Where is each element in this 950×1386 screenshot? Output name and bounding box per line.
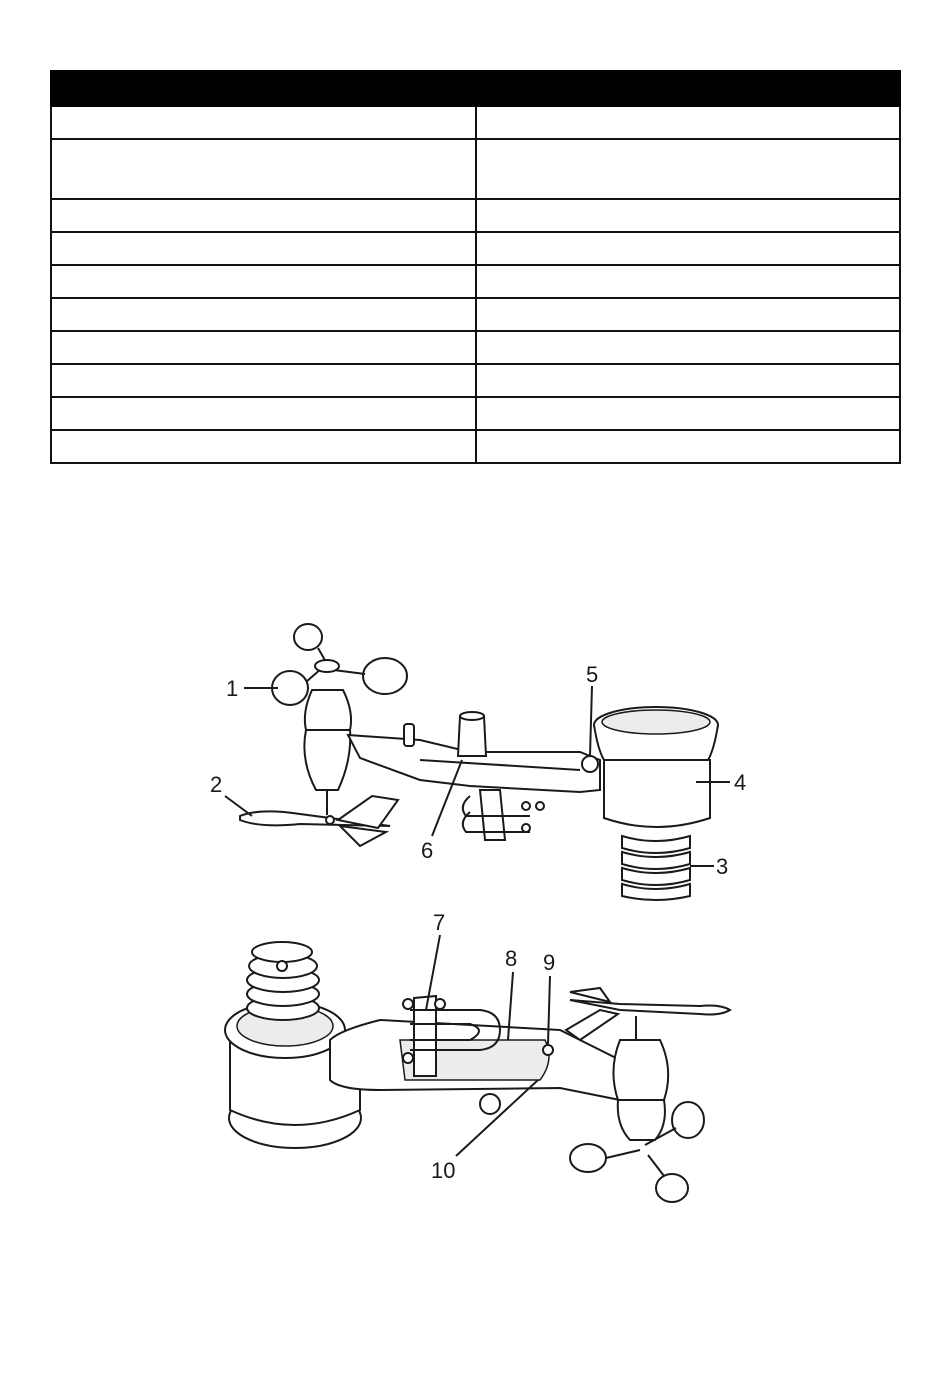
part-number [51, 430, 476, 463]
part-description [476, 298, 901, 331]
radiation-shield-icon [622, 836, 690, 900]
part-description [476, 232, 901, 265]
parts-table [50, 70, 901, 464]
table-row [51, 232, 900, 265]
top-view-illustration [240, 624, 718, 900]
callout-3: 3 [716, 854, 729, 879]
table-row [51, 139, 900, 199]
part-description [476, 331, 901, 364]
callout-7: 7 [433, 910, 446, 935]
table-row [51, 331, 900, 364]
part-description [476, 265, 901, 298]
part-description [476, 397, 901, 430]
table-row [51, 430, 900, 463]
part-description [476, 430, 901, 463]
table-row [51, 298, 900, 331]
part-number [51, 331, 476, 364]
anemometer-cup-icon [363, 658, 407, 694]
bottom-view-illustration [225, 942, 730, 1202]
part-description [476, 364, 901, 397]
table-row [51, 397, 900, 430]
part-number [51, 139, 476, 199]
part-number [51, 298, 476, 331]
callout-2: 2 [210, 772, 223, 797]
part-description [476, 139, 901, 199]
table-row [51, 106, 900, 139]
weather-station-diagram [0, 600, 950, 1240]
part-number [51, 397, 476, 430]
part-number [51, 265, 476, 298]
part-number [51, 232, 476, 265]
callout-6: 6 [421, 838, 434, 863]
callout-10: 10 [431, 1158, 456, 1183]
callout-4: 4 [734, 770, 747, 795]
table-header [51, 71, 900, 106]
callout-8: 8 [505, 946, 518, 971]
part-number [51, 364, 476, 397]
table-row [51, 265, 900, 298]
part-description [476, 106, 901, 139]
callout-9: 9 [543, 950, 556, 975]
table-row [51, 364, 900, 397]
part-number [51, 199, 476, 232]
callout-1: 1 [226, 676, 239, 701]
part-description [476, 199, 901, 232]
anemometer-cup-icon [294, 624, 322, 650]
table-row [51, 199, 900, 232]
callout-5: 5 [586, 662, 599, 687]
part-number [51, 106, 476, 139]
